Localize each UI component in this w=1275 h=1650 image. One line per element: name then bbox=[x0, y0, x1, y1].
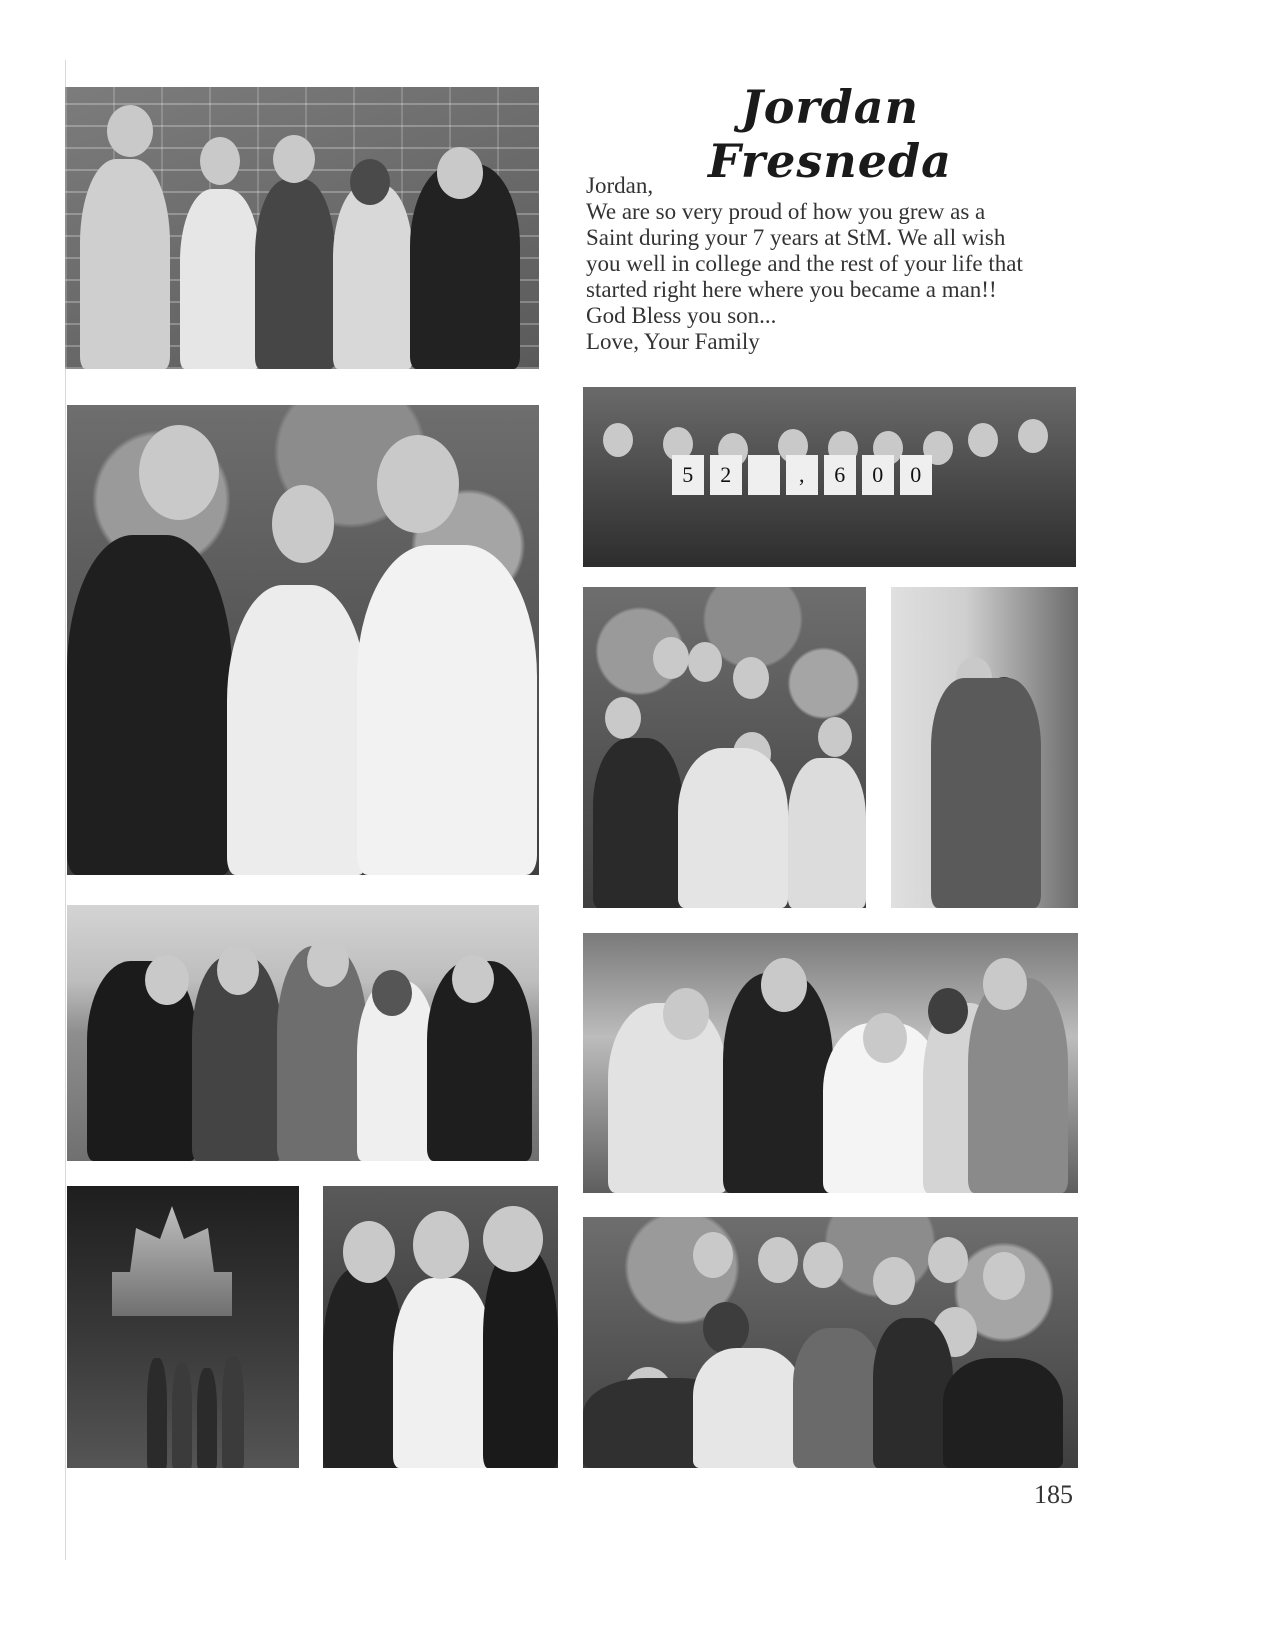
family-message bbox=[586, 173, 1066, 355]
photo-costume-group bbox=[65, 87, 539, 369]
number-card: , bbox=[786, 455, 818, 495]
page-number: 185 bbox=[1034, 1480, 1073, 1509]
photo-senior-friends-scene bbox=[583, 1217, 1078, 1468]
photo-lake-overlook-scene bbox=[67, 905, 539, 1161]
number-card: 2 bbox=[710, 455, 742, 495]
photo-piggyback-scene bbox=[891, 587, 1078, 908]
message-line: started right here where you became a man!! bbox=[586, 277, 997, 302]
photo-friends-outdoors-scene bbox=[583, 587, 866, 908]
photo-piggyback-hallway bbox=[891, 587, 1078, 908]
number-cards bbox=[672, 455, 1032, 495]
message-line: We are so very proud of how you grew as a bbox=[586, 199, 986, 224]
message-line: God Bless you son... bbox=[586, 303, 777, 328]
message-line: you well in college and the rest of your life that bbox=[586, 251, 1023, 276]
photo-family-portrait bbox=[67, 405, 539, 875]
photo-costume-group-scene bbox=[65, 87, 539, 369]
photo-family-portrait-scene bbox=[67, 405, 539, 875]
photo-castle-night bbox=[67, 1186, 299, 1468]
photo-prom-couple-scene bbox=[323, 1186, 558, 1468]
message-line: Love, Your Family bbox=[586, 329, 760, 354]
photo-castle-night-scene bbox=[67, 1186, 299, 1468]
photo-senior-friends bbox=[583, 1217, 1078, 1468]
photo-number-cards-group bbox=[583, 387, 1076, 567]
message-line: Jordan, bbox=[586, 173, 654, 198]
page-title: Jordan Fresneda bbox=[708, 80, 952, 188]
number-card: 0 bbox=[862, 455, 894, 495]
message-line: Saint during your 7 years at StM. We all wish bbox=[586, 225, 1006, 250]
number-card: 0 bbox=[900, 455, 932, 495]
photo-friends-outdoors bbox=[583, 587, 866, 908]
photo-lake-overlook bbox=[67, 905, 539, 1161]
number-card: 6 bbox=[824, 455, 856, 495]
photo-prom-couple bbox=[323, 1186, 558, 1468]
photo-porch-family-scene bbox=[583, 933, 1078, 1193]
photo-porch-family bbox=[583, 933, 1078, 1193]
number-card: 5 bbox=[672, 455, 704, 495]
number-card bbox=[748, 455, 780, 495]
